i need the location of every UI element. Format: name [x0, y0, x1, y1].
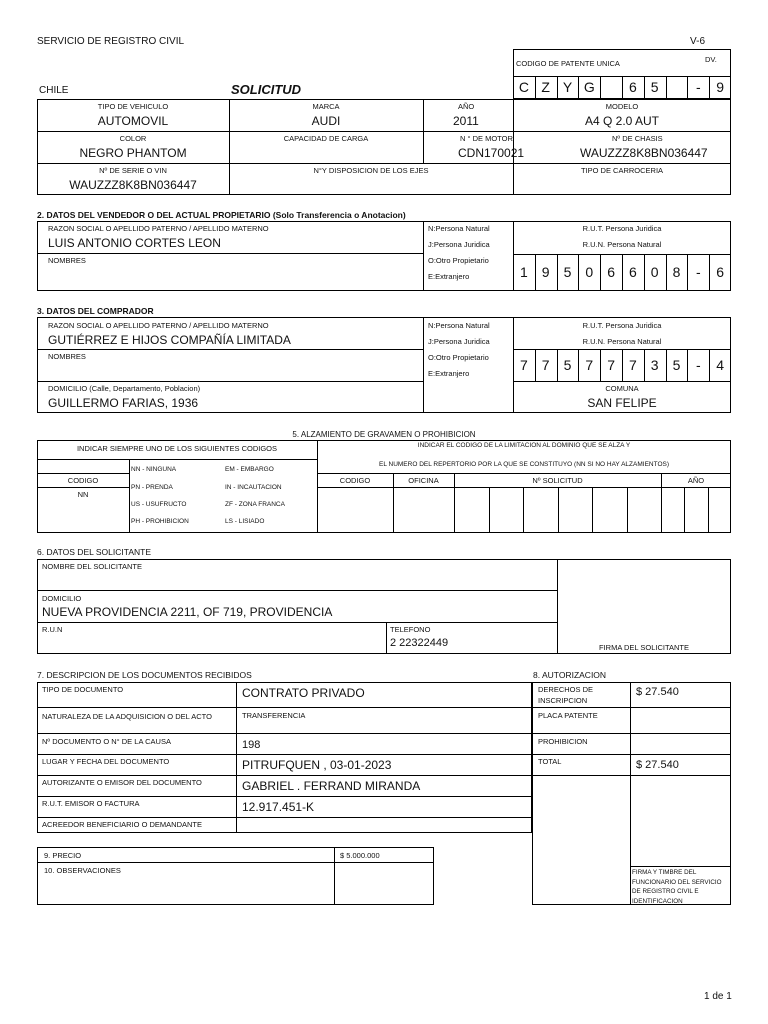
plate-char: - — [695, 79, 701, 95]
solicitante-telefono: 2 22322449 — [390, 637, 449, 649]
buyer-domicilio-label: DOMICILIO (Calle, Departamento, Poblacion) — [48, 384, 201, 393]
placa-patente-label: PLACA PATENTE — [538, 711, 598, 720]
seller-rut-char: 6 — [607, 264, 615, 280]
plate-char: 6 — [629, 79, 637, 95]
doc-naturaleza-label: NATURALEZA DE LA ADQUISICION O DEL ACTO — [42, 712, 212, 721]
serie-label: Nº DE SERIE O VIN — [99, 166, 167, 175]
plate-char — [600, 76, 622, 99]
seller-rut-char: 1 — [520, 264, 528, 280]
plate-char — [666, 76, 688, 99]
col-anio: AÑO — [687, 476, 705, 485]
doc-autorizante-label: AUTORIZANTE O EMISOR DEL DOCUMENTO — [42, 778, 202, 787]
doc-lugar-fecha: PITRUFQUEN , 03-01-2023 — [242, 758, 392, 772]
total-value: $ 27.540 — [636, 759, 679, 771]
page-number: 1 de 1 — [704, 991, 732, 1002]
total-label: TOTAL — [538, 757, 562, 766]
prohibicion-label: PROHIBICION — [538, 737, 588, 746]
seller-rut-char: - — [695, 264, 701, 280]
seller-run-label: R.U.N. Persona Natural — [582, 240, 662, 249]
buyer-nombres-label: NOMBRES — [48, 352, 86, 361]
tipo-vehiculo: AUTOMOVIL — [97, 114, 169, 128]
buyer-razon: GUTIÉRREZ E HIJOS COMPAÑÍA LIMITADA — [48, 333, 291, 347]
code-nn: NN - NINGUNA — [131, 466, 177, 473]
solicitante-domicilio-label: DOMICILIO — [42, 594, 82, 603]
motor: CDN170021 — [458, 146, 525, 160]
col-solicitud: Nº SOLICITUD — [532, 476, 583, 485]
col-oficina: OFICINA — [408, 476, 439, 485]
doc-tipo: CONTRATO PRIVADO — [242, 686, 365, 700]
precio-value: $ 5.000.000 — [340, 851, 380, 860]
seller-rut-char: 0 — [585, 264, 594, 280]
doc-rut-emisor: 12.917.451-K — [242, 800, 315, 814]
ejes-label: N°Y DISPOSICION DE LOS EJES — [313, 166, 429, 175]
carroceria-label: TIPO DE CARROCERIA — [580, 166, 664, 175]
alzamiento-right-header-2: EL NUMERO DEL REPERTORIO POR LA QUE SE CONSTITUYO (NN SI NO HAY ALZAMIENTOS) — [378, 461, 670, 468]
observaciones-label: 10. OBSERVACIONES — [44, 866, 121, 875]
buyer-section-title: 3. DATOS DEL COMPRADOR — [37, 306, 154, 316]
serie: WAUZZZ8K8BN036447 — [69, 178, 197, 192]
solicitante-domicilio: NUEVA PROVIDENCIA 2211, OF 719, PROVIDENCIA — [42, 605, 333, 619]
dv-label: DV. — [705, 55, 717, 64]
seller-rut-char: 8 — [672, 264, 681, 280]
code-ph: PH - PROHIBICION — [131, 518, 189, 525]
modelo-label: MODELO — [605, 102, 639, 111]
capacidad-carga-label: CAPACIDAD DE CARGA — [283, 134, 369, 143]
chasis-label: Nº DE CHASIS — [612, 134, 663, 143]
org-name: SERVICIO DE REGISTRO CIVIL — [37, 36, 185, 47]
color-label: COLOR — [119, 134, 147, 143]
alzamiento-codigo-value: NN — [77, 490, 89, 499]
seller-opt-otro: O:Otro Propietario — [428, 256, 489, 265]
code-in: IN - INCAUTACION — [225, 484, 282, 491]
seller-razon: LUIS ANTONIO CORTES LEON — [48, 236, 221, 250]
form-code: V-6 — [690, 36, 706, 47]
buyer-rut-char: 7 — [629, 357, 637, 373]
plate-char: Y — [562, 79, 573, 95]
code-em: EM - EMBARGO — [225, 466, 274, 473]
buyer-opt-juridica: J:Persona Juridica — [428, 337, 490, 346]
marca-label: MARCA — [312, 102, 340, 111]
doc-numero: 198 — [242, 739, 261, 751]
plate-char: Z — [541, 79, 550, 95]
derechos-value: $ 27.540 — [636, 686, 679, 698]
code-pn: PN - PRENDA — [131, 484, 173, 491]
buyer-rut-char: 7 — [541, 357, 550, 373]
buyer-rut-char: 3 — [650, 357, 659, 373]
anio-label: AÑO — [458, 102, 475, 111]
seller-section-title: 2. DATOS DEL VENDEDOR O DEL ACTUAL PROPIETARIO (Solo Transferencia o Anotacion) — [37, 210, 406, 220]
firma-solicitante-label: FIRMA DEL SOLICITANTE — [598, 643, 689, 652]
code-zf: ZF - ZONA FRANCA — [225, 501, 285, 508]
buyer-rut-char: 7 — [520, 357, 528, 373]
precio-label: 9. PRECIO — [44, 851, 82, 860]
buyer-run-label: R.U.N. Persona Natural — [582, 337, 662, 346]
plate-char: 5 — [650, 79, 659, 95]
marca: AUDI — [311, 114, 341, 128]
buyer-rut-char: 4 — [716, 357, 724, 373]
color: NEGRO PHANTOM — [79, 146, 187, 160]
modelo: A4 Q 2.0 AUT — [584, 114, 660, 128]
buyer-opt-extranjero: E:Extranjero — [428, 369, 470, 378]
plate-label: CODIGO DE PATENTE UNICA — [516, 59, 620, 68]
seller-razon-label: RAZON SOCIAL O APELLIDO PATERNO / APELLIDO MATERNO — [48, 224, 269, 233]
solicitante-section-title: 6. DATOS DEL SOLICITANTE — [37, 547, 151, 557]
tipo-vehiculo-label: TIPO DE VEHICULO — [97, 102, 169, 111]
col-codigo: CODIGO — [339, 476, 371, 485]
buyer-rut-char: 7 — [585, 357, 594, 373]
buyer-comuna-label: COMUNA — [605, 384, 639, 393]
buyer-domicilio: GUILLERMO FARIAS, 1936 — [48, 396, 199, 410]
doc-autorizante: GABRIEL . FERRAND MIRANDA — [242, 779, 421, 793]
doc-naturaleza: TRANSFERENCIA — [242, 711, 306, 720]
plate-char: G — [583, 79, 595, 95]
doc-rut-emisor-label: R.U.T. EMISOR O FACTURA — [42, 799, 140, 808]
plate-char: C — [518, 79, 529, 95]
motor-label: N ° DE MOTOR — [460, 134, 513, 143]
seller-rut-char: 9 — [541, 264, 550, 280]
buyer-opt-otro: O:Otro Propietario — [428, 353, 489, 362]
autorizacion-section-title: 8. AUTORIZACION — [533, 670, 607, 680]
buyer-razon-label: RAZON SOCIAL O APELLIDO PATERNO / APELLIDO MATERNO — [48, 321, 269, 330]
country: CHILE — [39, 85, 69, 96]
seller-opt-extranjero: E:Extranjero — [428, 272, 470, 281]
seller-rut-char: 6 — [716, 264, 724, 280]
doc-tipo-label: TIPO DE DOCUMENTO — [42, 685, 124, 694]
doc-lugar-fecha-label: LUGAR Y FECHA DEL DOCUMENTO — [42, 757, 170, 766]
derechos-label: DERECHOS DE INSCRIPCION — [538, 685, 594, 705]
alzamiento-section-title: 5. ALZAMIENTO DE GRAVAMEN O PROHIBICION — [292, 430, 476, 439]
seller-rut-char: 0 — [650, 264, 659, 280]
seller-rut-char: 5 — [563, 264, 572, 280]
buyer-rut-char: 5 — [672, 357, 681, 373]
anio: 2011 — [453, 114, 479, 128]
firma-funcionario-label: FIRMA Y TIMBRE DEL FUNCIONARIO DEL SERVICIO DE REGISTRO CIVIL E IDENTIFICACION — [632, 869, 722, 905]
solicitante-run-label: R.U.N — [42, 625, 63, 634]
buyer-rut-label: R.U.T. Persona Juridica — [582, 321, 662, 330]
doc-acreedor-label: ACREEDOR BENEFICIARIO O DEMANDANTE — [42, 820, 203, 829]
code-ls: LS - LISIADO — [225, 518, 265, 525]
seller-opt-natural: N:Persona Natural — [428, 224, 490, 233]
chasis: WAUZZZ8K8BN036447 — [580, 146, 708, 160]
form-title: SOLICITUD — [231, 82, 302, 97]
seller-rut-label: R.U.T. Persona Juridica — [582, 224, 662, 233]
alzamiento-codigo-label: CODIGO — [67, 476, 99, 485]
buyer-rut-char: 5 — [563, 357, 572, 373]
doc-numero-label: Nº DOCUMENTO O N° DE LA CAUSA — [42, 737, 171, 746]
documentos-section-title: 7. DESCRIPCION DE LOS DOCUMENTOS RECIBIDOS — [37, 670, 252, 680]
solicitante-telefono-label: TELEFONO — [390, 625, 431, 634]
buyer-comuna: SAN FELIPE — [587, 396, 657, 410]
seller-opt-juridica: J:Persona Juridica — [428, 240, 490, 249]
plate-char: 9 — [716, 79, 724, 95]
alzamiento-right-header-1: INDICAR EL CODIGO DE LA LIMITACION AL DOMINIO QUE SE ALZA Y — [417, 442, 631, 449]
code-us: US - USUFRUCTO — [131, 501, 187, 508]
alzamiento-left-header: INDICAR SIEMPRE UNO DE LOS SIGUIENTES CODIGOS — [76, 444, 278, 453]
seller-nombres-label: NOMBRES — [48, 256, 86, 265]
seller-rut-char: 6 — [629, 264, 637, 280]
buyer-opt-natural: N:Persona Natural — [428, 321, 490, 330]
buyer-rut-char: 7 — [607, 357, 615, 373]
buyer-rut-char: - — [695, 357, 701, 373]
solicitante-nombre-label: NOMBRE DEL SOLICITANTE — [42, 562, 143, 571]
